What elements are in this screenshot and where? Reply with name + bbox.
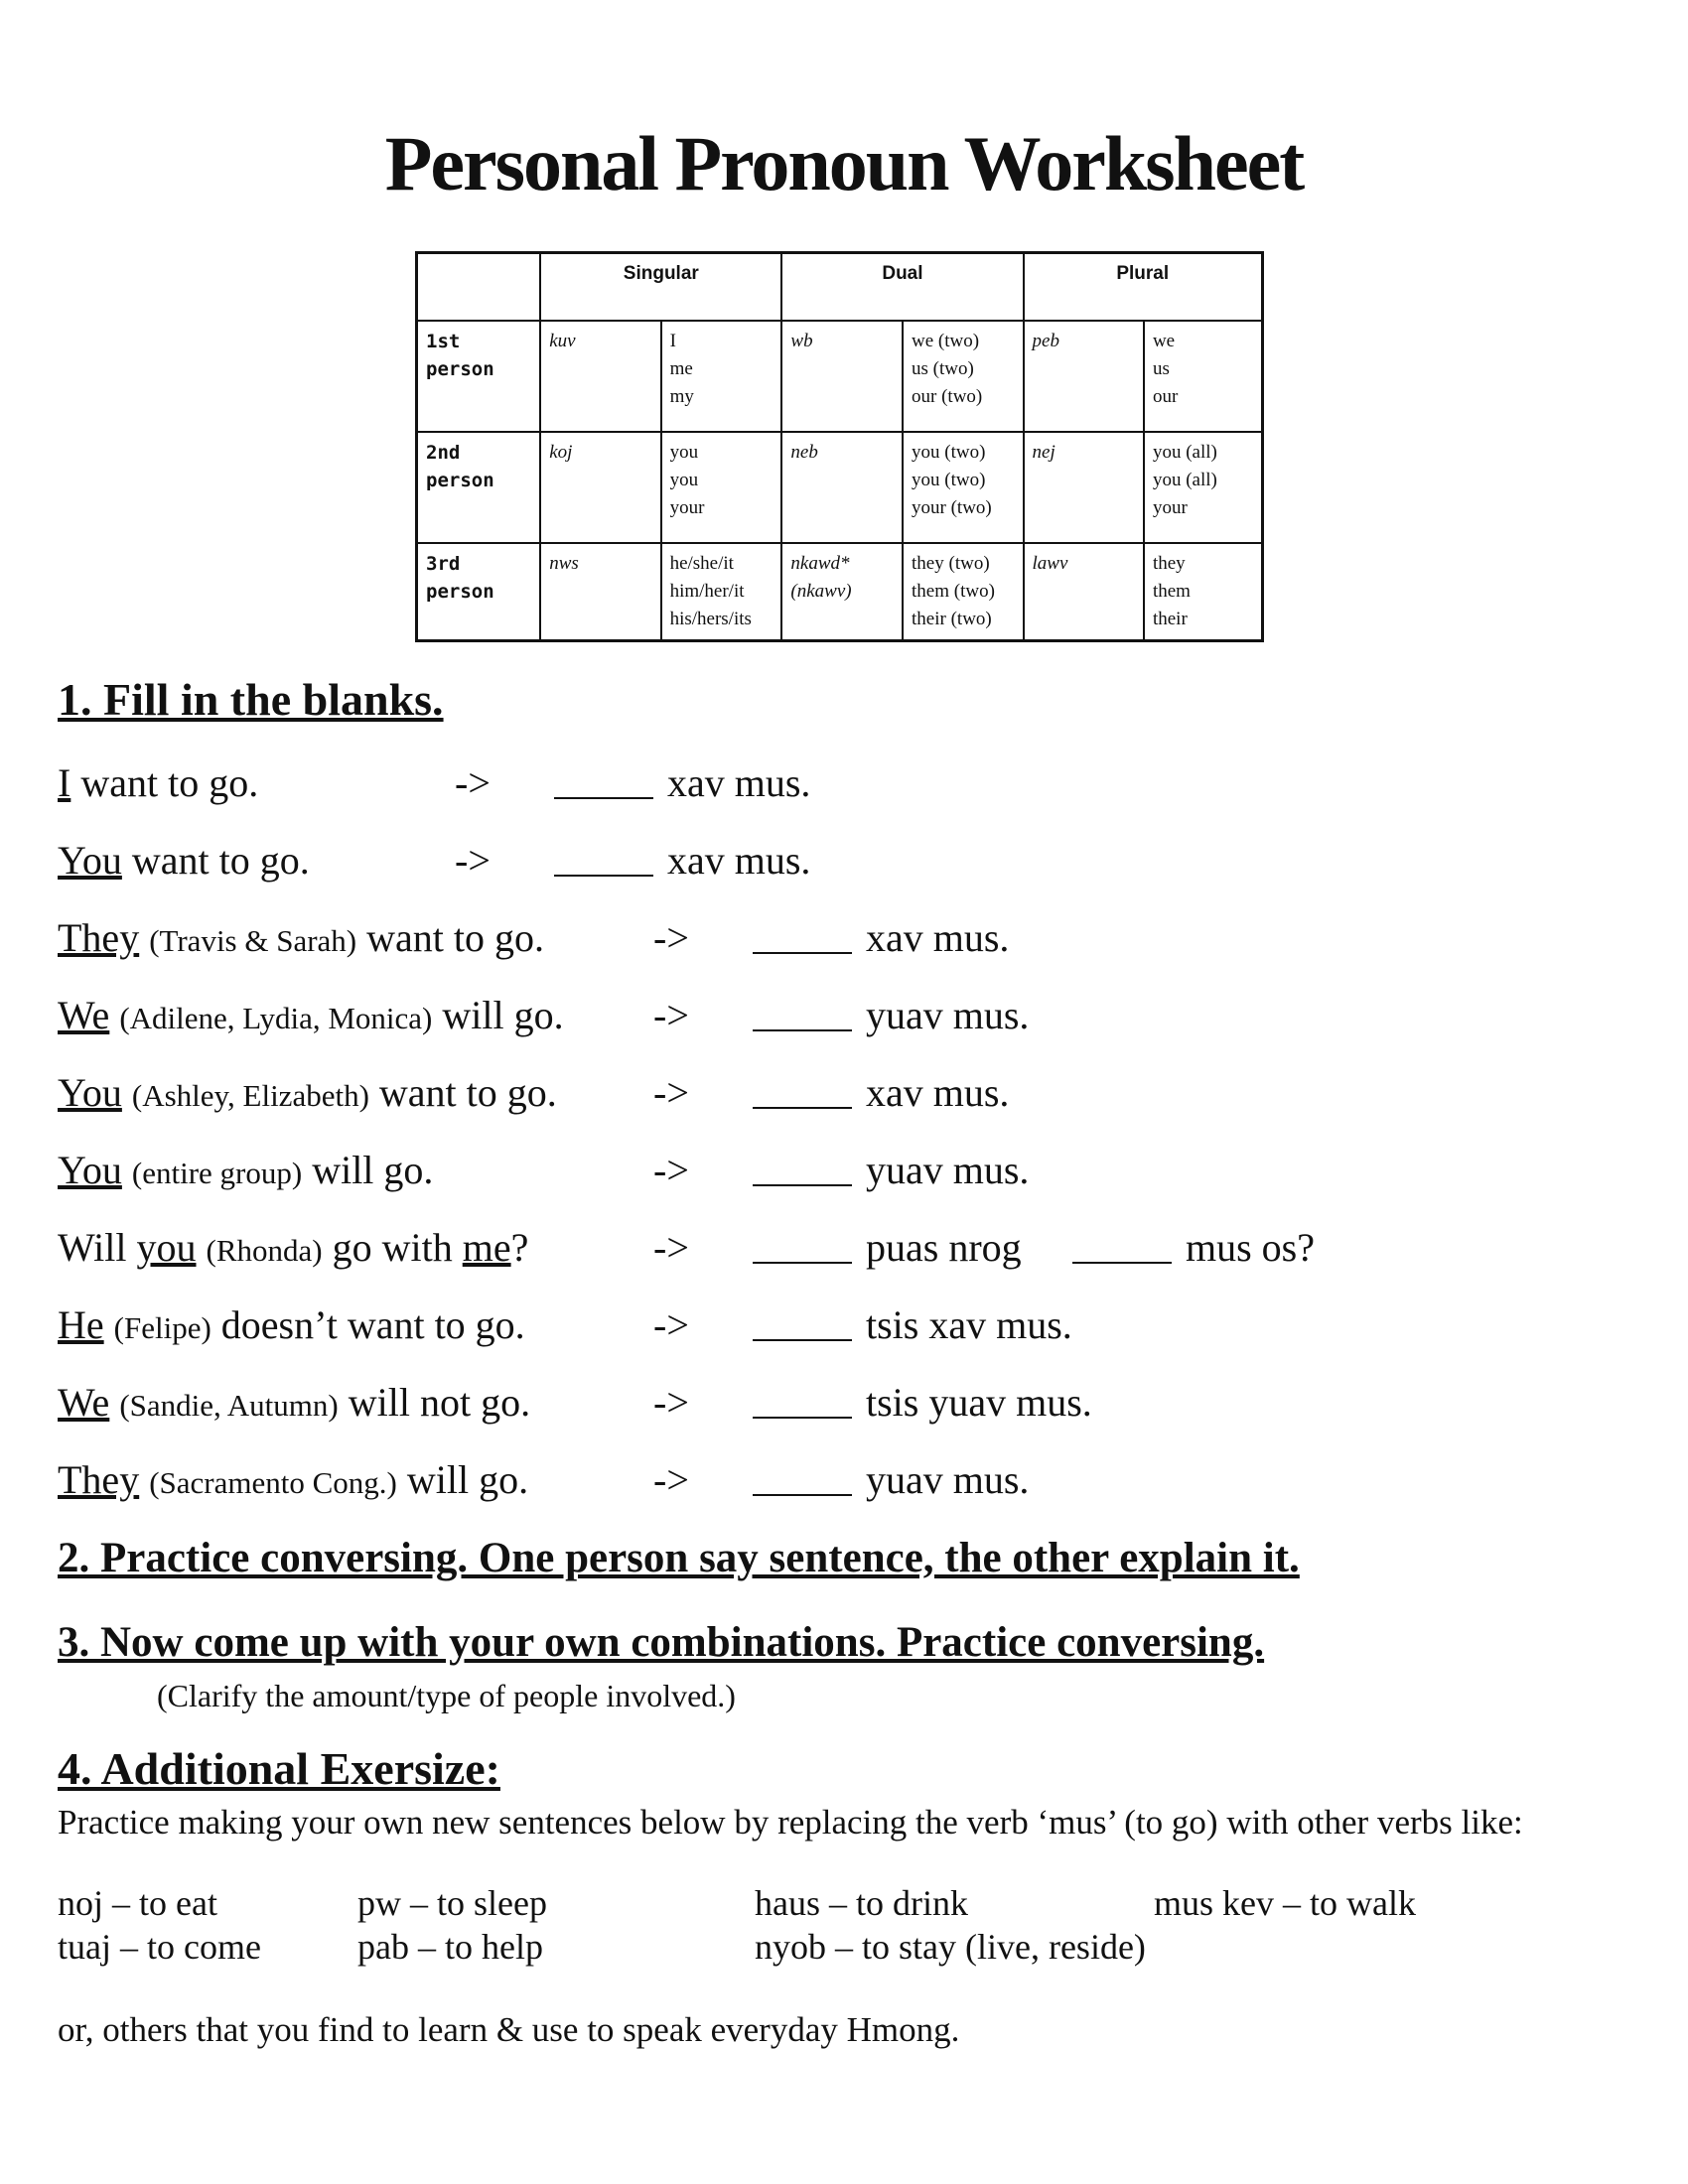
exercise-pronoun: You — [58, 1070, 122, 1115]
cell-hmong: nkawd* (nkawv) — [781, 543, 903, 641]
exercise-rest: will go. — [312, 1148, 434, 1192]
answer-blank[interactable] — [554, 837, 653, 877]
exercise-pronoun: They — [58, 915, 140, 960]
table-row — [417, 321, 1263, 432]
exercise-row — [58, 759, 1626, 807]
exercise-people: (Felipe) — [113, 1310, 211, 1345]
cell-hmong: koj — [540, 432, 660, 543]
row-label: 3rd person — [417, 543, 541, 641]
exercise-end: ? — [510, 1225, 529, 1270]
exercise-pronoun-2: me — [462, 1225, 511, 1270]
cell-english: they them their — [1144, 543, 1263, 641]
cell-hmong: kuv — [540, 321, 660, 432]
arrow: -> — [653, 1148, 689, 1192]
exercise-rest: will go. — [406, 1457, 529, 1502]
row-label: 2nd person — [417, 432, 541, 543]
exercise-answer: tsis yuav mus. — [866, 1380, 1092, 1425]
exercise-row — [58, 1301, 1626, 1349]
verb-item: nyob – to stay (live, reside) — [755, 1927, 1146, 1967]
cell-english: you (all) you (all) your — [1144, 432, 1263, 543]
exercise-answer: puas nrog — [866, 1225, 1022, 1270]
exercise-rest: go with — [332, 1225, 453, 1270]
exercise-row — [58, 1224, 1626, 1272]
arrow: -> — [653, 1457, 689, 1502]
arrow: -> — [653, 1225, 689, 1270]
exercise-people: (Ashley, Elizabeth) — [131, 1078, 369, 1113]
exercise-people: (Sacramento Cong.) — [149, 1465, 397, 1500]
exercise-row — [58, 1069, 1626, 1117]
table-header-row — [417, 253, 1263, 322]
answer-blank[interactable] — [753, 1301, 852, 1341]
section-1-heading: 1. Fill in the blanks. — [58, 674, 444, 725]
answer-blank[interactable] — [753, 1069, 852, 1109]
cell-hmong: wb — [781, 321, 903, 432]
exercise-row — [58, 1379, 1626, 1427]
arrow: -> — [653, 1380, 689, 1425]
verb-item: mus kev – to walk — [1154, 1883, 1416, 1923]
arrow: -> — [455, 760, 491, 805]
exercise-pre: Will — [58, 1225, 127, 1270]
exercise-pronoun: You — [58, 838, 122, 883]
exercise-answer: xav mus. — [667, 838, 811, 883]
exercise-people: (Rhonda) — [206, 1233, 323, 1268]
exercise-rest: want to go. — [131, 838, 310, 883]
arrow: -> — [653, 993, 689, 1037]
exercise-people: (Adilene, Lydia, Monica) — [119, 1001, 433, 1035]
verb-item: noj – to eat — [58, 1883, 217, 1923]
cell-english: we us our — [1144, 321, 1263, 432]
exercise-rest: will not go. — [348, 1380, 531, 1425]
arrow: -> — [653, 1070, 689, 1115]
arrow: -> — [653, 1302, 689, 1347]
pronoun-table — [415, 251, 1264, 642]
exercise-answer: xav mus. — [667, 760, 811, 805]
cell-hmong: nws — [540, 543, 660, 641]
exercise-row — [58, 1147, 1626, 1194]
header-singular: Singular — [540, 253, 781, 322]
answer-blank[interactable] — [753, 992, 852, 1031]
exercise-people: (Sandie, Autumn) — [119, 1388, 339, 1423]
exercise-pronoun: You — [58, 1148, 122, 1192]
header-dual: Dual — [781, 253, 1023, 322]
verb-item: pab – to help — [357, 1927, 543, 1967]
exercise-answer: yuav mus. — [866, 1457, 1030, 1502]
exercise-row — [58, 914, 1626, 962]
row-label: 1st person — [417, 321, 541, 432]
cell-english: I me my — [661, 321, 782, 432]
answer-blank[interactable] — [753, 1379, 852, 1419]
verb-item: tuaj – to come — [58, 1927, 261, 1967]
answer-blank[interactable] — [753, 1456, 852, 1496]
exercise-row — [58, 992, 1626, 1039]
verb-item: haus – to drink — [755, 1883, 968, 1923]
page-title: Personal Pronoun Worksheet — [384, 120, 1304, 206]
cell-english: he/she/it him/her/it his/hers/its — [661, 543, 782, 641]
exercise-pronoun: We — [58, 1380, 110, 1425]
answer-blank[interactable] — [753, 1147, 852, 1186]
section-4-heading: 4. Additional Exersize: — [58, 1743, 500, 1794]
table-corner-cell — [417, 253, 541, 322]
exercise-rest: doesn’t want to go. — [220, 1302, 525, 1347]
exercise-people: (entire group) — [131, 1156, 303, 1190]
cell-hmong: peb — [1024, 321, 1144, 432]
exercise-rest: want to go. — [366, 915, 545, 960]
closing-text: or, others that you find to learn & use to speak everyday Hmong. — [58, 2010, 960, 2049]
exercise-answer: yuav mus. — [866, 993, 1030, 1037]
section-3-note: (Clarify the amount/type of people involved.) — [157, 1678, 736, 1713]
answer-blank[interactable] — [753, 914, 852, 954]
arrow: -> — [653, 915, 689, 960]
arrow: -> — [455, 838, 491, 883]
exercise-pronoun: He — [58, 1302, 104, 1347]
section-3-heading: 3. Now come up with your own combinations. Practice conversing. — [58, 1619, 1265, 1666]
section-2-heading: 2. Practice conversing. One person say sentence, the other explain it. — [58, 1535, 1300, 1581]
table-row — [417, 432, 1263, 543]
exercise-people: (Travis & Sarah) — [149, 923, 357, 958]
section-4-text: Practice making your own new sentences below by replacing the verb ‘mus’ (to go) with other verbs like: — [58, 1803, 1523, 1842]
exercise-rest: want to go. — [80, 760, 259, 805]
exercise-answer: yuav mus. — [866, 1148, 1030, 1192]
exercise-answer: xav mus. — [866, 915, 1010, 960]
exercise-pronoun: you — [136, 1225, 197, 1270]
table-row — [417, 543, 1263, 641]
cell-hmong: nej — [1024, 432, 1144, 543]
cell-hmong: lawv — [1024, 543, 1144, 641]
cell-english: you you your — [661, 432, 782, 543]
answer-blank[interactable] — [554, 759, 653, 799]
cell-english: we (two) us (two) our (two) — [903, 321, 1023, 432]
cell-english: you (two) you (two) your (two) — [903, 432, 1023, 543]
exercise-pronoun: We — [58, 993, 110, 1037]
header-plural: Plural — [1024, 253, 1263, 322]
exercise-rest: want to go. — [378, 1070, 557, 1115]
cell-hmong: neb — [781, 432, 903, 543]
exercise-pronoun: They — [58, 1457, 140, 1502]
exercise-row — [58, 1456, 1626, 1504]
answer-blank[interactable] — [753, 1224, 852, 1264]
exercise-pronoun: I — [58, 760, 71, 805]
exercise-answer: tsis xav mus. — [866, 1302, 1072, 1347]
answer-blank-2[interactable] — [1072, 1224, 1172, 1264]
exercise-answer-2: mus os? — [1186, 1225, 1315, 1270]
exercise-row — [58, 837, 1626, 885]
exercise-rest: will go. — [442, 993, 564, 1037]
exercise-answer: xav mus. — [866, 1070, 1010, 1115]
cell-english: they (two) them (two) their (two) — [903, 543, 1023, 641]
verb-item: pw – to sleep — [357, 1883, 547, 1923]
